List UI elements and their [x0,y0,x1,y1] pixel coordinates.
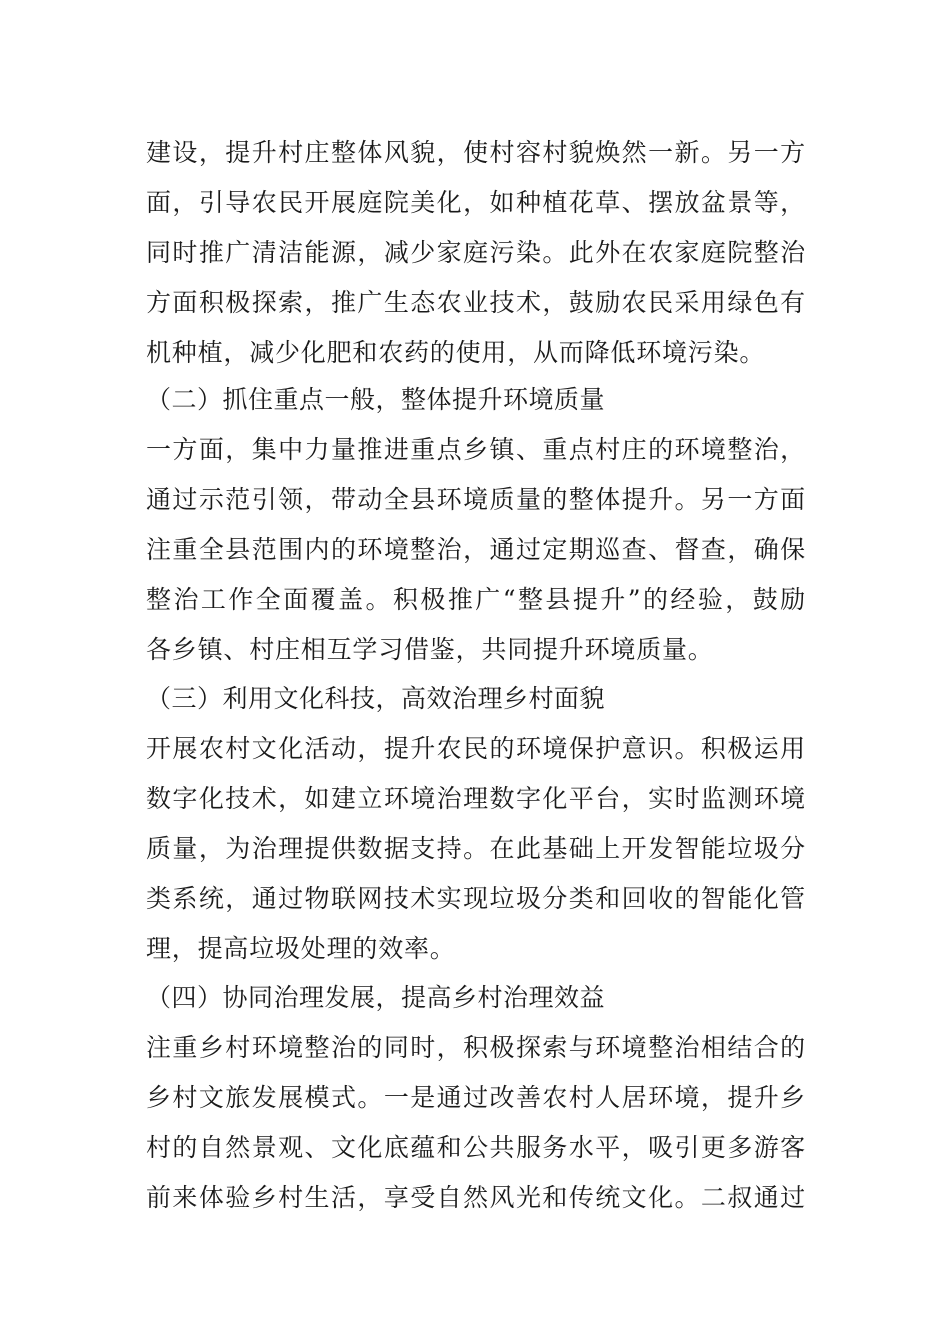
body-text-line: 整治工作全面覆盖。积极推广“整县提升”的经验，鼓励 [146,585,806,614]
section-heading-2: （二）抓住重点一般，整体提升环境质量 [146,385,606,414]
section-heading-4: （四）协同治理发展，提高乡村治理效益 [146,983,606,1012]
body-text-line: 方面积极探索，推广生态农业技术，鼓励农民采用绿色有 [146,288,806,317]
body-text-line: 各乡镇、村庄相互学习借鉴，共同提升环境质量。 [146,635,714,664]
body-text-line: 类系统，通过物联网技术实现垃圾分类和回收的智能化管 [146,884,806,913]
body-text-line: 一方面，集中力量推进重点乡镇、重点村庄的环境整治， [146,435,806,464]
body-text-line: 通过示范引领，带动全县环境质量的整体提升。另一方面 [146,485,806,514]
body-text-line: 机种植，减少化肥和农药的使用，从而降低环境污染。 [146,338,766,367]
body-text-line: 面，引导农民开展庭院美化，如种植花草、摆放盆景等， [146,188,806,217]
body-text-line: 开展农村文化活动，提升农民的环境保护意识。积极运用 [146,734,806,763]
body-text-line: 数字化技术，如建立环境治理数字化平台，实时监测环境 [146,784,806,813]
body-text-line: 同时推广清洁能源，减少家庭污染。此外在农家庭院整治 [146,238,806,267]
body-text-line: 注重全县范围内的环境整治，通过定期巡查、督查，确保 [146,535,806,564]
body-text-line: 前来体验乡村生活，享受自然风光和传统文化。二叔通过 [146,1183,806,1212]
body-text-line: 村的自然景观、文化底蕴和公共服务水平，吸引更多游客 [146,1133,806,1162]
body-text-line: 质量，为治理提供数据支持。在此基础上开发智能垃圾分 [146,834,806,863]
body-text-line: 注重乡村环境整治的同时，积极探索与环境整治相结合的 [146,1033,806,1062]
body-text-line: 理，提高垃圾处理的效率。 [146,934,456,963]
body-text-line: 建设，提升村庄整体风貌，使村容村貌焕然一新。另一方 [146,138,806,167]
body-text-line: 乡村文旅发展模式。一是通过改善农村人居环境，提升乡 [146,1083,806,1112]
section-heading-3: （三）利用文化科技，高效治理乡村面貌 [146,684,606,713]
